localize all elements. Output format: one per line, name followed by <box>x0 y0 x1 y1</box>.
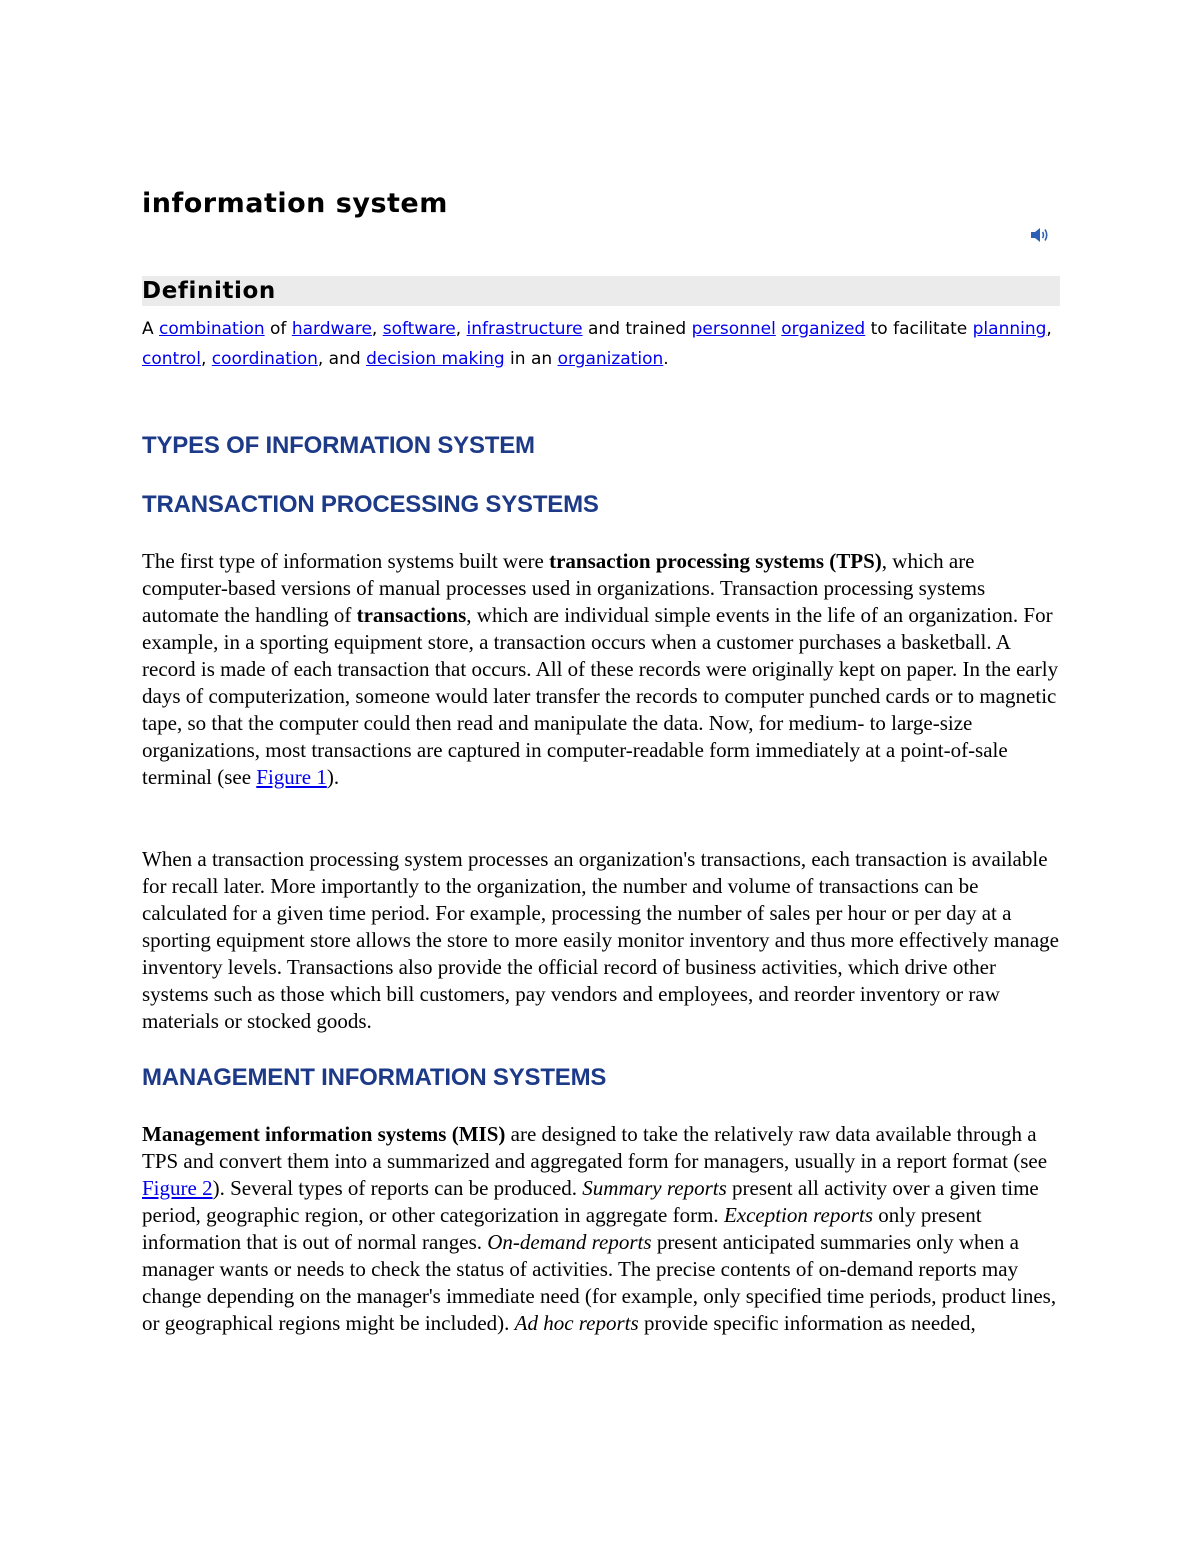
link-coordination[interactable]: coordination <box>211 349 318 369</box>
link-figure-1[interactable]: Figure 1 <box>256 765 327 789</box>
link-software[interactable]: software <box>382 319 456 339</box>
link-hardware[interactable]: hardware <box>291 319 372 339</box>
tps-paragraph-2: When a transaction processing system processes an organization's transactions, each transaction is available for recall later. More importantly to the organization, the number and volume of transactions can be calculated for a given time period. For example, processing the number of sales per hour or per day at a sporting equipment store allows the store to more easily monitor inventory and thus more effectively manage inventory levels. Transactions also provide the official record of business activities, which drive other systems such as those which bill customers, pay vendors and employees, and reorder inventory or raw materials or stocked goods. <box>142 847 1059 1033</box>
link-control[interactable]: control <box>142 349 201 369</box>
mis-paragraph: Management information systems (MIS) are designed to take the relatively raw data available through a TPS and convert them into a summarized and aggregated form for managers, usually in a report format (see Figure 2). Several types of reports can be produced. Summary reports present all activity over a given time period, geographic region, or other categorization in aggregate form. Exception reports only present information that is out of normal ranges. On-demand reports present anticipated summaries only when a manager wants or needs to check the status of activities. The precise contents of on-demand reports may change depending on the manager's immediate need (for example, only specified time periods, product lines, or geographical regions might be included). Ad hoc reports provide specific information as needed, <box>142 1122 1057 1335</box>
page-title: information system <box>142 188 448 219</box>
types-heading: TYPES OF INFORMATION SYSTEM <box>142 432 535 459</box>
link-infrastructure[interactable]: infrastructure <box>466 319 583 339</box>
link-figure-2[interactable]: Figure 2 <box>142 1176 213 1200</box>
link-organization[interactable]: organization <box>557 349 664 369</box>
link-personnel[interactable]: personnel <box>691 319 776 339</box>
definition-header-bar <box>142 276 1060 306</box>
link-organized[interactable]: organized <box>781 319 866 339</box>
speaker-icon[interactable] <box>1030 226 1050 244</box>
definition-heading: Definition <box>142 278 276 304</box>
definition-text: A combination of hardware, software, infrastructure and trained personnel organized to facilitate planning, control, coordination, and decision making in an organization. <box>142 319 1052 369</box>
link-planning[interactable]: planning <box>972 319 1047 339</box>
link-decision-making[interactable]: decision making <box>366 349 505 369</box>
tps-paragraph-1: The first type of information systems built were transaction processing systems (TPS), which are computer-based versions of manual processes used in organizations. Transaction processing systems automate the handling of transactions, which are individual simple events in the life of an organization. For example, in a sporting equipment store, a transaction occurs when a customer purchases a basketball. A record is made of each transaction that occurs. All of these records were originally kept on paper. In the early days of computerization, someone would later transfer the records to computer punched cards or to magnetic tape, so that the computer could then read and manipulate the data. Now, for medium- to large-size organizations, most transactions are captured in computer-readable form immediately at a point-of-sale terminal (see Figure 1). <box>142 549 1059 789</box>
link-combination[interactable]: combination <box>159 319 265 339</box>
tps-heading: TRANSACTION PROCESSING SYSTEMS <box>142 491 599 518</box>
mis-heading: MANAGEMENT INFORMATION SYSTEMS <box>142 1064 607 1091</box>
